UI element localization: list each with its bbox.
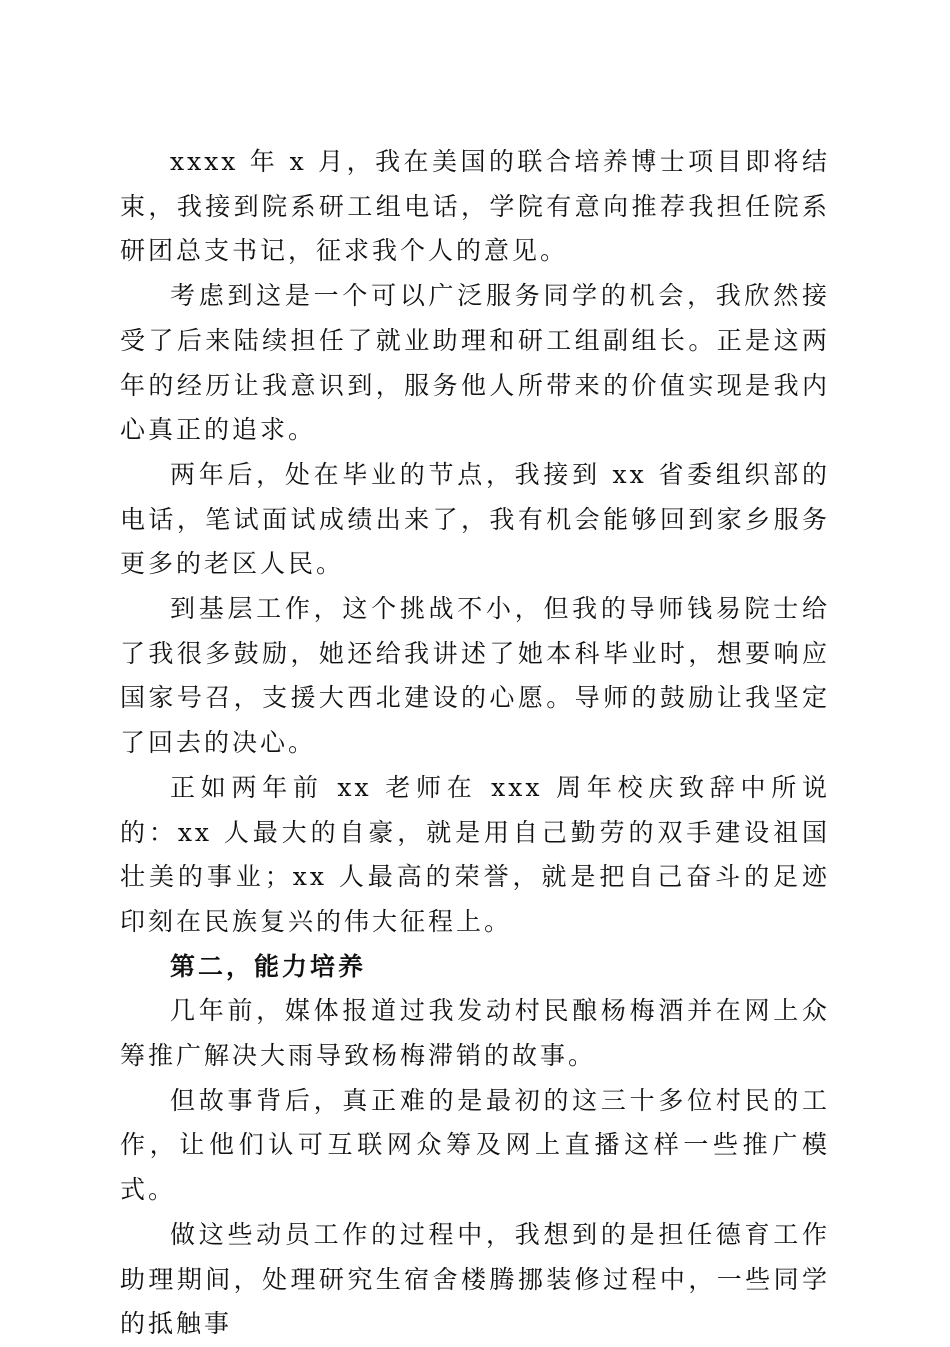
paragraph-8: 做这些动员工作的过程中，我想到的是担任德育工作助理期间，处理研究生宿舍楼腾挪装修过程中，一些同学的抵触事	[120, 1219, 830, 1339]
paragraph-3: 两年后，处在毕业的节点，我接到 xx 省委组织部的电话，笔试面试成绩出来了，我有机会能够回到家乡服务更多的老区人民。	[120, 459, 830, 579]
document-page	[120, 140, 830, 1347]
paragraph-2: 考虑到这是一个可以广泛服务同学的机会，我欣然接受了后来陆续担任了就业助理和研工组副组长。正是这两年的经历让我意识到，服务他人所带来的价值实现是我内心真正的追求。	[120, 281, 830, 445]
paragraph-4: 到基层工作，这个挑战不小，但我的导师钱易院士给了我很多鼓励，她还给我讲述了她本科毕业时，想要响应国家号召，支援大西北建设的心愿。导师的鼓励让我坚定了回去的决心。	[120, 594, 830, 758]
paragraph-7: 但故事背后，真正难的是最初的这三十多位村民的工作，让他们认可互联网众筹及网上直播这样一些推广模式。	[120, 1085, 830, 1205]
paragraph-1: xxxx 年 x 月，我在美国的联合培养博士项目即将结束，我接到院系研工组电话，学院有意向推荐我担任院系研团总支书记，征求我个人的意见。	[120, 147, 830, 266]
paragraph-6: 几年前，媒体报道过我发动村民酿杨梅酒并在网上众筹推广解决大雨导致杨梅滞销的故事。	[120, 996, 830, 1071]
section-heading-ability-training: 第二，能力培养	[170, 951, 367, 981]
paragraph-5: 正如两年前 xx 老师在 xxx 周年校庆致辞中所说的：xx 人最大的自豪，就是用自己勤劳的双手建设祖国壮美的事业；xx 人最高的荣誉，就是把自己奋斗的足迹印刻在民族复兴的伟大征程上。	[120, 772, 830, 936]
